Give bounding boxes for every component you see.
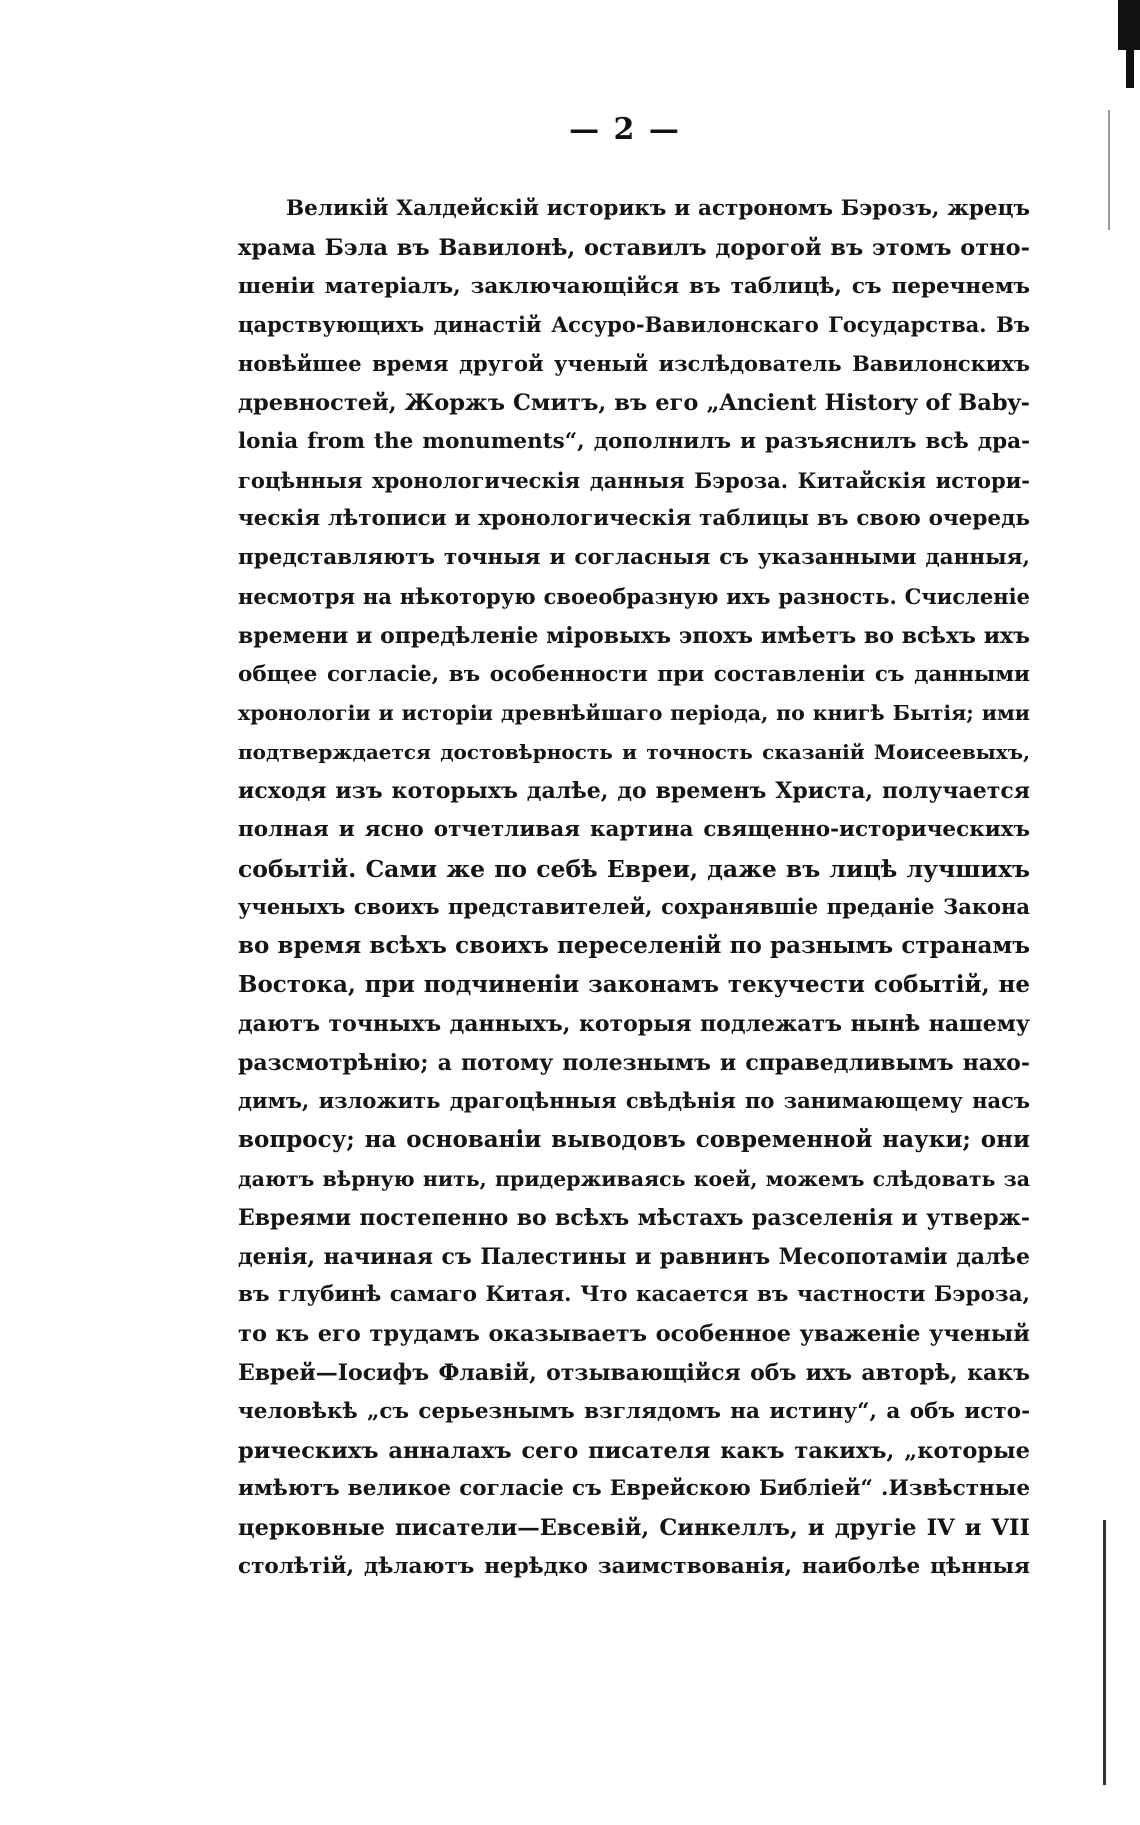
text-line: ученыхъ своихъ представителей, сохранявшіе преданіе Закона [238, 894, 1030, 920]
text-line: человѣкѣ „съ серьезнымъ взглядомъ на истину“, а объ исто- [238, 1398, 1030, 1424]
text-line: денія, начиная съ Палестины и равнинъ Месопотаміи далѣе [238, 1243, 1030, 1270]
text-line: гоцѣнныя хронологическія данныя Бэроза. Китайскія истори- [238, 467, 1030, 493]
text-line: церковные писатели—Евсевій, Синкеллъ, и другіе IV и VII [238, 1515, 1030, 1542]
text-line: имѣютъ великое согласіе съ Еврейскою Библіей“ .Извѣстные [238, 1476, 1030, 1502]
text-line: новѣйшее время другой ученый изслѣдователь Вавилонскихъ [238, 351, 1030, 377]
text-line: Евреями постепенно во всѣхъ мѣстахъ разселенія и утверж- [238, 1204, 1030, 1231]
text-line: шеніи матеріалъ, заключающійся въ таблицѣ, съ перечнемъ [238, 273, 1030, 299]
body-text [238, 190, 1030, 1587]
text-line: хронологіи и исторіи древнѣйшаго періода, по книгѣ Бытія; ими [238, 701, 1030, 726]
text-line: древностей, Жоржъ Смитъ, въ его „Ancient History of Baby- [238, 389, 1030, 416]
text-line: времени и опредѣленіе міровыхъ эпохъ имѣетъ во всѣхъ ихъ [238, 622, 1030, 649]
text-line: Востока, при подчиненіи законамъ текучести событій, не [238, 970, 1030, 998]
text-line: исходя изъ которыхъ далѣе, до временъ Христа, получается [238, 777, 1030, 804]
text-line: столѣтій, дѣлаютъ нерѣдко заимствованія, наиболѣе цѣнныя [238, 1553, 1030, 1579]
text-line: царствующихъ династій Ассуро-Вавилонскаго Государства. Въ [238, 312, 1030, 338]
text-line: вопросу; на основаніи выводовъ современной науки; они [238, 1126, 1030, 1154]
text-line: Великій Халдейскій историкъ и астрономъ Бэрозъ, жрецъ [286, 196, 1030, 221]
text-line: разсмотрѣнію; а потому полезнымъ и справедливымъ нахо- [238, 1049, 1030, 1076]
scan-edge-artifact-stem [1126, 40, 1134, 88]
text-line: даютъ вѣрную нить, придерживаясь коей, можемъ слѣдовать за [238, 1166, 1030, 1191]
text-line: то къ его трудамъ оказываетъ особенное уваженіе ученый [238, 1321, 1030, 1348]
text-line: въ глубинѣ самаго Китая. Что касается въ частности Бэроза, [238, 1282, 1030, 1308]
text-line: во время всѣхъ своихъ переселеній по разнымъ странамъ [238, 932, 1030, 960]
text-line: несмотря на нѣкоторую своеобразную ихъ разность. Счисленіе [238, 583, 1030, 609]
text-line: событій. Сами же по себѣ Евреи, даже въ лицѣ лучшихъ [238, 854, 1030, 883]
text-line: димъ, изложить драгоцѣнныя свѣдѣнія по занимающему насъ [238, 1088, 1030, 1114]
text-line: представляютъ точныя и согласныя съ указанными данныя, [238, 545, 1030, 571]
text-line: рическихъ анналахъ сего писателя какъ такихъ, „которые [238, 1437, 1030, 1464]
text-line: ческія лѣтописи и хронологическія таблицы въ свою очередь [238, 506, 1030, 532]
text-line: храма Бэла въ Вавилонѣ, оставилъ дорогой въ этомъ отно- [238, 234, 1030, 261]
page-number: — 2 — [569, 112, 681, 147]
text-line: полная и ясно отчетливая картина священно-историческихъ [238, 816, 1030, 842]
text-line: подтверждается достовѣрность и точность сказаній Моисеевыхъ, [238, 740, 1030, 765]
text-line: даютъ точныхъ данныхъ, которыя подлежатъ нынѣ нашему [238, 1010, 1030, 1037]
text-line: общее согласіе, въ особенности при составленіи съ данными [238, 661, 1030, 687]
text-line: lonia from the monuments“, дополнилъ и разъяснилъ всѣ дра- [238, 428, 1030, 454]
scan-edge-line-bottom [1103, 1520, 1106, 1785]
text-line: Еврей—Іосифъ Флавій, отзывающійся объ ихъ авторѣ, какъ [238, 1359, 1030, 1386]
